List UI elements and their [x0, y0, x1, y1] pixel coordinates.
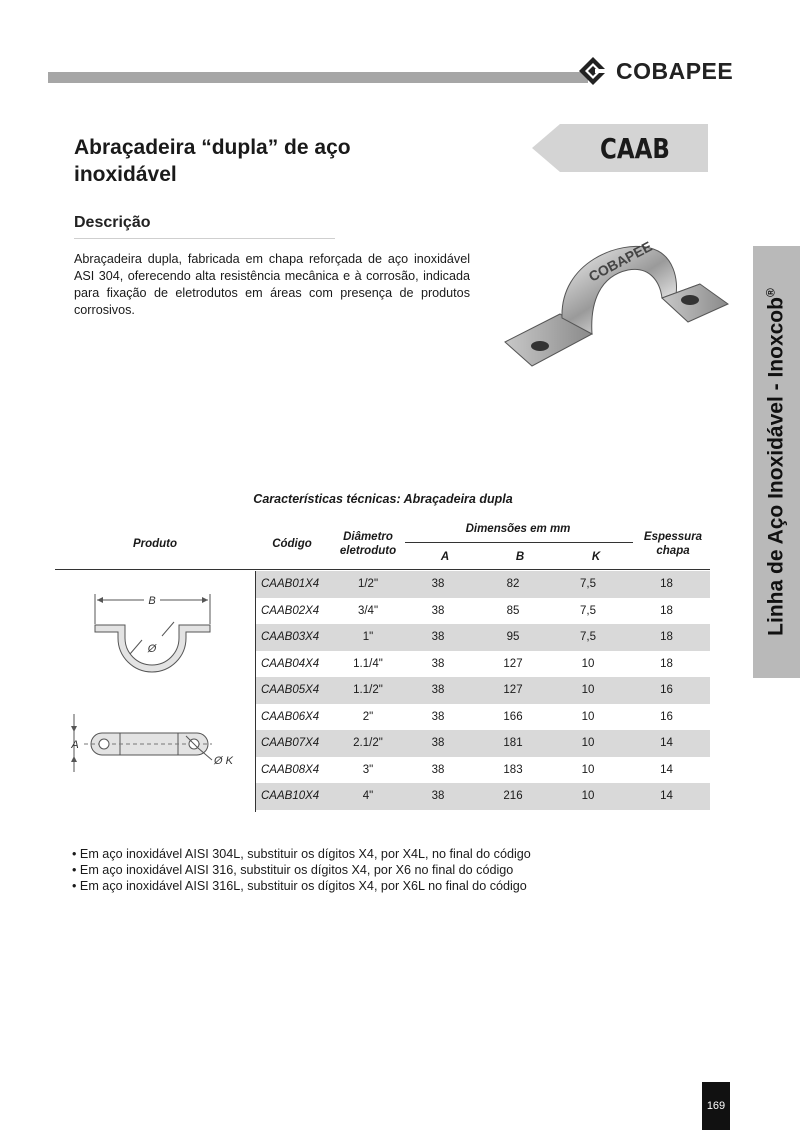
header-espessura: Espessura chapa — [643, 531, 703, 557]
table-row — [256, 624, 710, 651]
cell-b: 183 — [503, 763, 523, 776]
table-row — [256, 783, 710, 810]
cell-a: 38 — [431, 710, 445, 723]
cell-diametro: 1" — [362, 631, 374, 644]
dimensoes-divider — [405, 542, 633, 543]
cell-b: 85 — [506, 604, 520, 617]
cell-espessura: 18 — [660, 657, 673, 670]
cell-diametro: 2.1/2" — [353, 737, 383, 750]
drawing-label-diameter: Ø — [147, 643, 157, 655]
cell-codigo: CAAB03X4 — [261, 631, 320, 644]
page-title: Abraçadeira “dupla” de aço inoxidável — [74, 136, 351, 186]
cell-codigo: CAAB10X4 — [261, 790, 320, 803]
cell-codigo: CAAB06X4 — [261, 710, 320, 723]
cell-diametro: 3" — [362, 763, 374, 776]
photo-imprint: COBAPEE — [585, 238, 655, 285]
cell-a: 38 — [431, 657, 445, 670]
cell-k: 7,5 — [580, 631, 596, 644]
header-a: A — [440, 551, 450, 563]
note-item: • Em aço inoxidável AISI 316L, substituir os dígitos X4, por X6L no final do código — [72, 878, 531, 894]
table-row — [256, 571, 710, 598]
cell-b: 95 — [506, 631, 520, 644]
cell-a: 38 — [431, 631, 445, 644]
cell-b: 181 — [503, 737, 523, 750]
description-divider — [74, 238, 335, 239]
cell-espessura: 18 — [660, 604, 673, 617]
table-row — [256, 757, 710, 784]
drawing-label-a: A — [71, 739, 79, 751]
note-item: • Em aço inoxidável AISI 304L, substituir os dígitos X4, por X4L, no final do código — [72, 846, 531, 862]
product-code-tag — [532, 124, 708, 172]
cell-diametro: 1.1/2" — [353, 684, 383, 697]
table-row — [256, 704, 710, 731]
technical-drawing — [62, 574, 247, 809]
table-header-rule — [55, 569, 710, 570]
table-row — [256, 730, 710, 757]
description-text: Abraçadeira dupla, fabricada em chapa reforçada de aço inoxidável ASI 304, oferecendo alta resistência mecânica e à corrosão, indicada para fixação de eletrodutos em áreas com presença de produtos corrosivos. — [74, 252, 470, 317]
cell-k: 7,5 — [580, 604, 596, 617]
cell-espessura: 18 — [660, 578, 673, 591]
specs-table — [256, 571, 710, 810]
header-codigo: Código — [272, 538, 312, 550]
cell-diametro: 3/4" — [357, 604, 379, 617]
header-bar — [48, 72, 588, 83]
cell-diametro: 2" — [362, 710, 374, 723]
cell-b: 82 — [506, 578, 520, 591]
page-number: 169 — [702, 1082, 730, 1130]
header-b: B — [515, 551, 525, 563]
cell-k: 10 — [581, 763, 595, 776]
cell-k: 10 — [581, 737, 595, 750]
cell-a: 38 — [431, 790, 445, 803]
cell-k: 10 — [581, 790, 595, 803]
header-k: K — [591, 551, 601, 563]
cell-espessura: 14 — [660, 790, 673, 803]
drawing-label-k: Ø K — [214, 755, 233, 767]
description-heading: Descrição — [74, 214, 151, 231]
cell-a: 38 — [431, 737, 445, 750]
cell-codigo: CAAB01X4 — [261, 578, 320, 591]
table-row — [256, 651, 710, 678]
header-diametro: Diâmetro eletroduto — [339, 531, 397, 557]
cell-k: 10 — [581, 684, 595, 697]
cell-codigo: CAAB08X4 — [261, 763, 320, 776]
cobapee-logo-icon — [578, 56, 608, 86]
brand-name: COBAPEE — [616, 57, 734, 84]
cell-espessura: 14 — [660, 763, 673, 776]
cell-codigo: CAAB05X4 — [261, 684, 320, 697]
cell-codigo: CAAB04X4 — [261, 657, 320, 670]
drawing-label-b: B — [148, 595, 156, 607]
cell-codigo: CAAB07X4 — [261, 737, 320, 750]
header-dimensoes: Dimensões em mm — [465, 523, 571, 535]
cell-b: 127 — [503, 657, 523, 670]
product-code: CAAB — [600, 132, 670, 165]
cell-a: 38 — [431, 684, 445, 697]
cell-diametro: 1.1/4" — [353, 657, 383, 670]
cell-a: 38 — [431, 763, 445, 776]
cell-b: 166 — [503, 710, 523, 723]
cell-codigo: CAAB02X4 — [261, 604, 320, 617]
cell-a: 38 — [431, 578, 445, 591]
cell-espessura: 14 — [660, 737, 673, 750]
cell-b: 216 — [503, 790, 523, 803]
notes-list — [72, 846, 531, 894]
cell-k: 10 — [581, 710, 595, 723]
note-item: • Em aço inoxidável AISI 316, substituir os dígitos X4, por X6 no final do código — [72, 862, 531, 878]
cell-b: 127 — [503, 684, 523, 697]
cell-espessura: 16 — [660, 710, 673, 723]
table-row — [256, 598, 710, 625]
cell-espessura: 18 — [660, 631, 673, 644]
cell-a: 38 — [431, 604, 445, 617]
table-title: Características técnicas: Abraçadeira dupla — [253, 492, 513, 506]
header-produto: Produto — [132, 538, 178, 550]
cell-espessura: 16 — [660, 684, 673, 697]
table-row — [256, 677, 710, 704]
product-photo — [500, 232, 730, 392]
brand-logo — [578, 54, 733, 88]
side-tab-label: Linha de Aço Inoxidável - Inoxcob® — [763, 288, 788, 636]
cell-diametro: 1/2" — [357, 578, 379, 591]
cell-diametro: 4" — [362, 790, 374, 803]
cell-k: 7,5 — [580, 578, 596, 591]
cell-k: 10 — [581, 657, 595, 670]
